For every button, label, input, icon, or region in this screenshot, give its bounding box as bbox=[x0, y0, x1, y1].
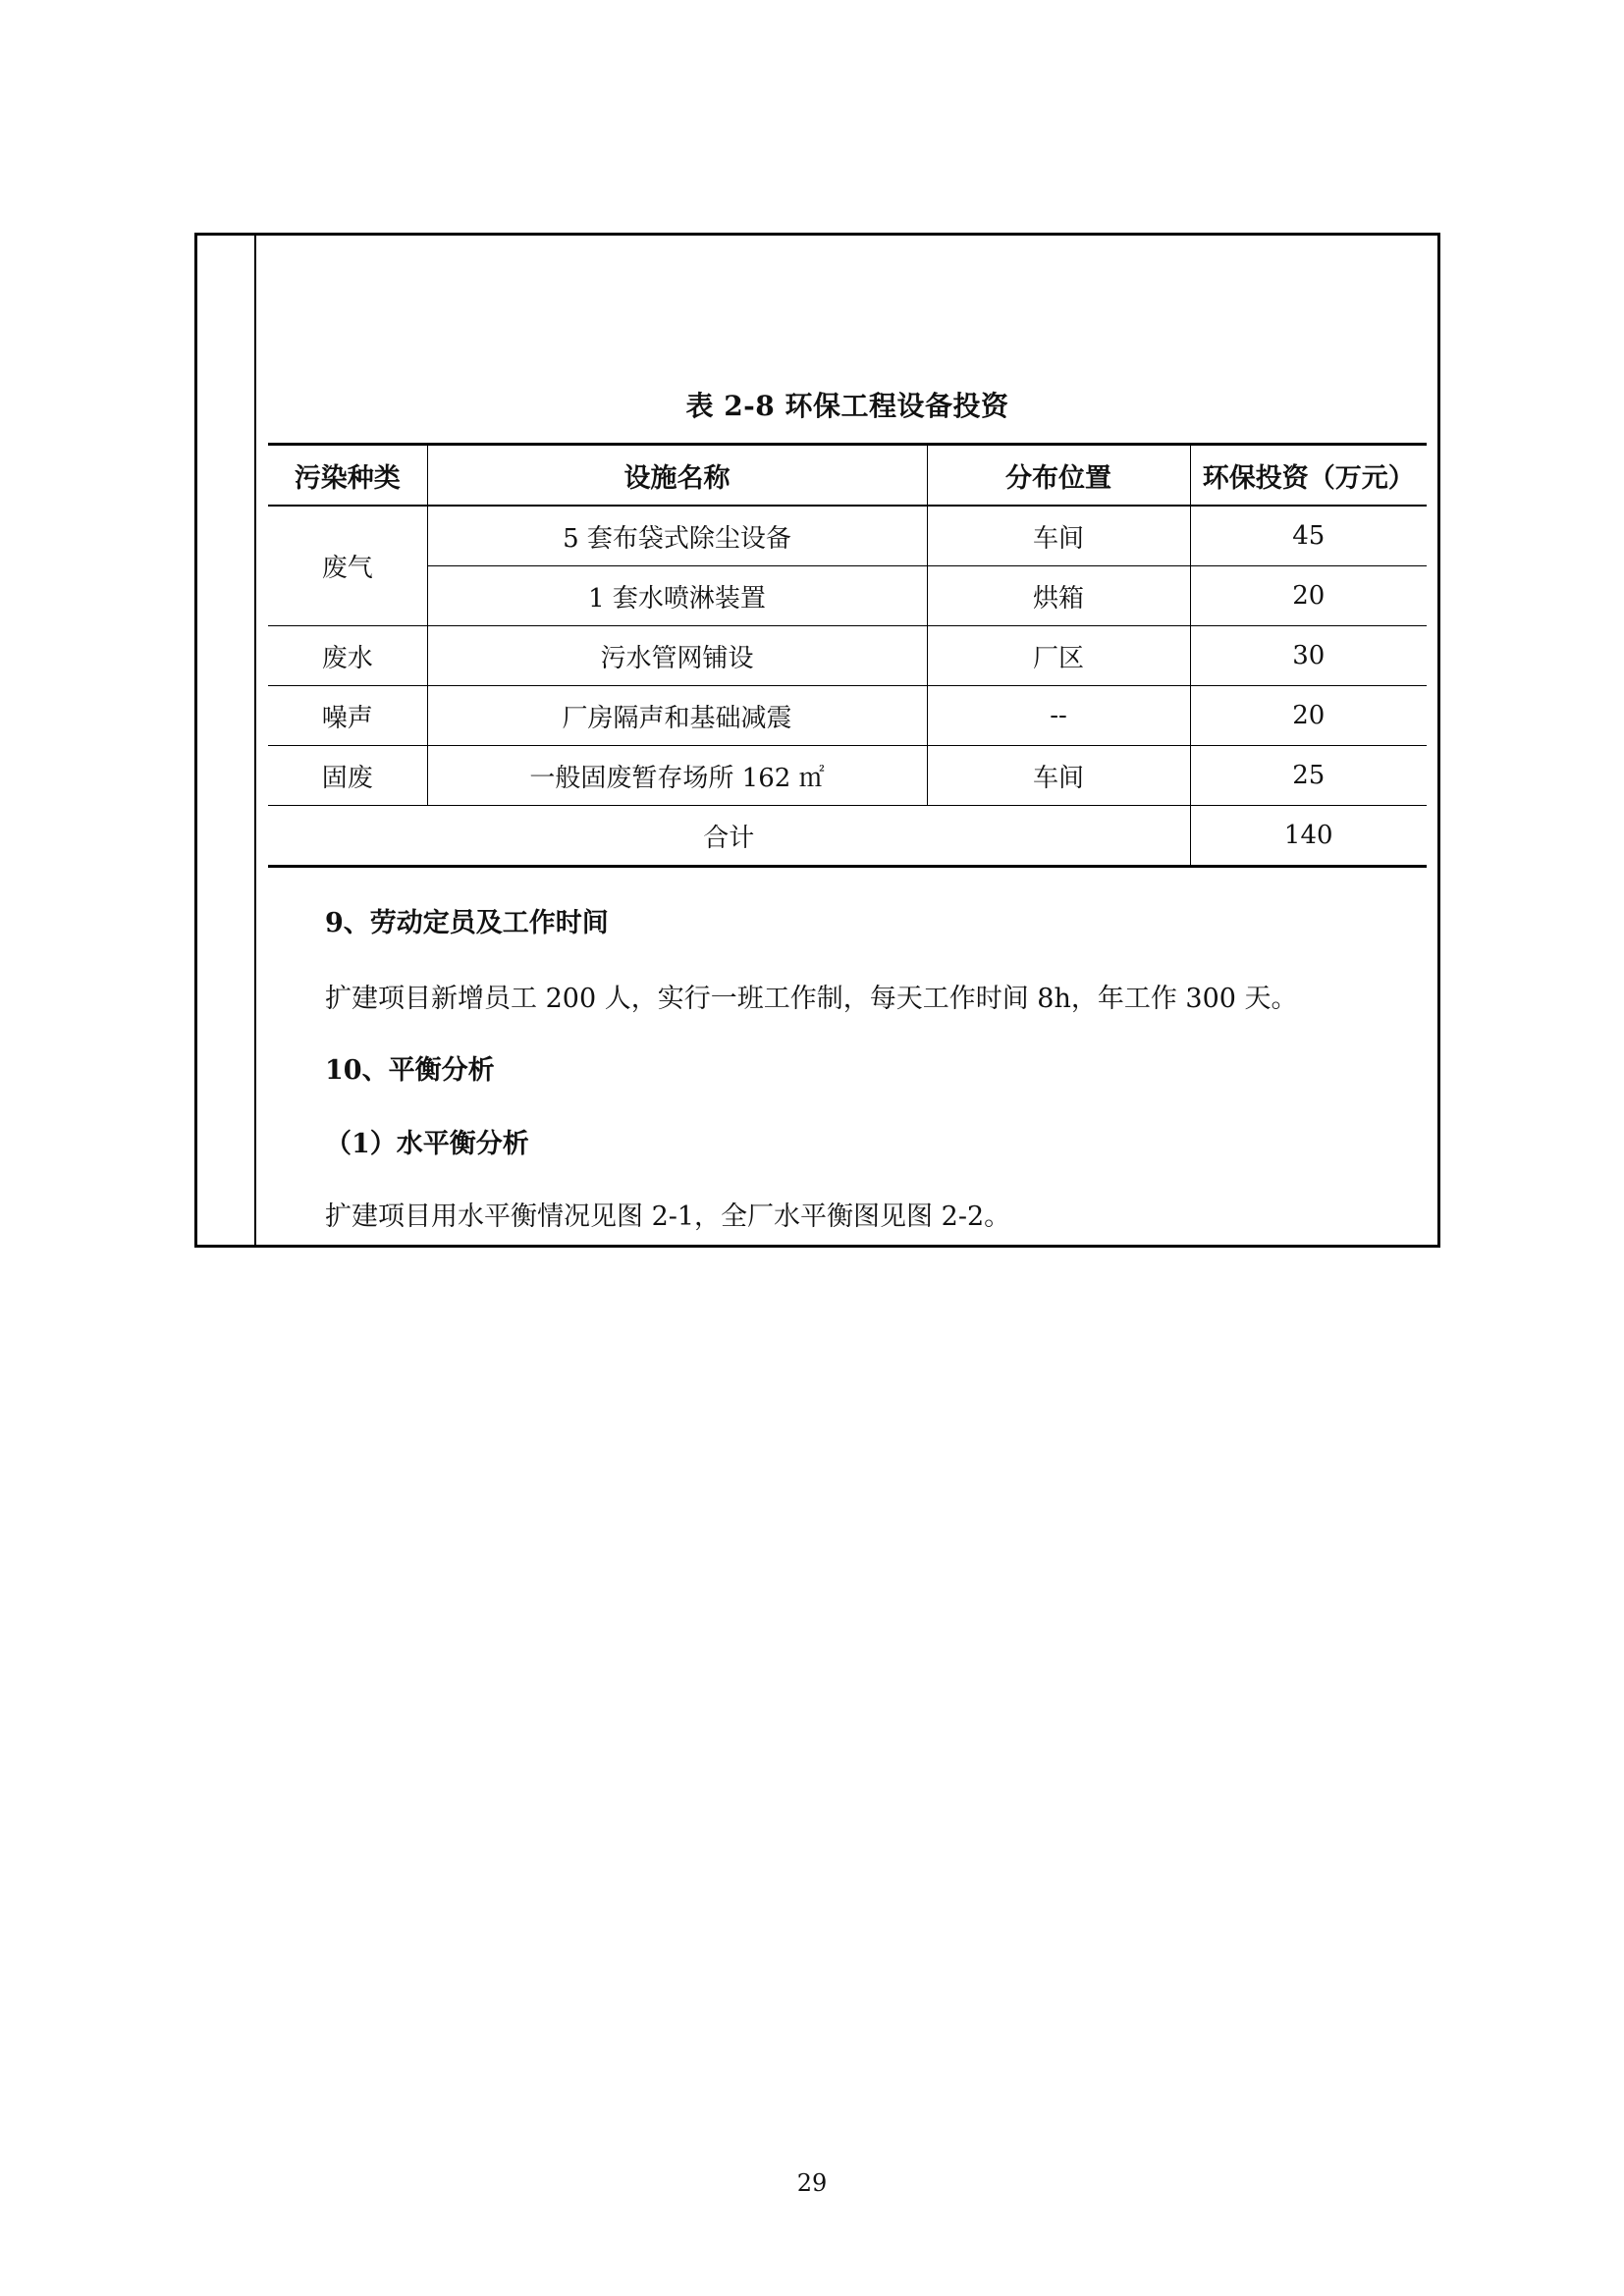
cell-location: 车间 bbox=[927, 506, 1190, 566]
labor-heading: 9、劳动定员及工作时间 bbox=[325, 908, 609, 938]
cell-investment: 45 bbox=[1190, 506, 1427, 566]
table-total-row bbox=[268, 806, 1427, 867]
cell-investment: 20 bbox=[1190, 566, 1427, 626]
table-row bbox=[268, 746, 1427, 806]
cell-investment: 20 bbox=[1190, 686, 1427, 746]
cell-pollution-type: 噪声 bbox=[268, 686, 427, 746]
cell-facility: 1 套水喷淋装置 bbox=[427, 566, 927, 626]
table-header-row bbox=[268, 445, 1427, 507]
cell-facility: 污水管网铺设 bbox=[427, 626, 927, 686]
labor-text: 扩建项目新增员工 200 人，实行一班工作制，每天工作时间 8h，年工作 300 天。 bbox=[325, 984, 1298, 1014]
cell-location: 车间 bbox=[927, 746, 1190, 806]
table-row bbox=[268, 566, 1427, 626]
cell-facility: 一般固废暂存场所 162 ㎡ bbox=[427, 746, 927, 806]
cell-location: 烘箱 bbox=[927, 566, 1190, 626]
table-row bbox=[268, 626, 1427, 686]
table-caption: 表 2-8 环保工程设备投资 bbox=[685, 390, 1009, 422]
environmental-investment-table bbox=[268, 443, 1427, 868]
cell-facility: 厂房隔声和基础减震 bbox=[427, 686, 927, 746]
total-label: 合计 bbox=[268, 806, 1190, 867]
cell-investment: 25 bbox=[1190, 746, 1427, 806]
cell-location: 厂区 bbox=[927, 626, 1190, 686]
cell-pollution-type: 废气 bbox=[268, 506, 427, 626]
header-investment: 环保投资（万元） bbox=[1190, 445, 1427, 507]
header-location: 分布位置 bbox=[927, 445, 1190, 507]
page-number: 29 bbox=[796, 2169, 828, 2197]
table-row bbox=[268, 506, 1427, 566]
balance-heading: 10、平衡分析 bbox=[325, 1055, 495, 1086]
total-value: 140 bbox=[1190, 806, 1427, 867]
cell-investment: 30 bbox=[1190, 626, 1427, 686]
header-facility-name: 设施名称 bbox=[427, 445, 927, 507]
header-pollution-type: 污染种类 bbox=[268, 445, 427, 507]
cell-pollution-type: 固废 bbox=[268, 746, 427, 806]
cell-location: -- bbox=[927, 686, 1190, 746]
table-row bbox=[268, 686, 1427, 746]
water-balance-heading: （1）水平衡分析 bbox=[325, 1129, 529, 1159]
water-balance-text: 扩建项目用水平衡情况见图 2-1，全厂水平衡图见图 2-2。 bbox=[325, 1201, 1011, 1232]
cell-facility: 5 套布袋式除尘设备 bbox=[427, 506, 927, 566]
cell-pollution-type: 废水 bbox=[268, 626, 427, 686]
